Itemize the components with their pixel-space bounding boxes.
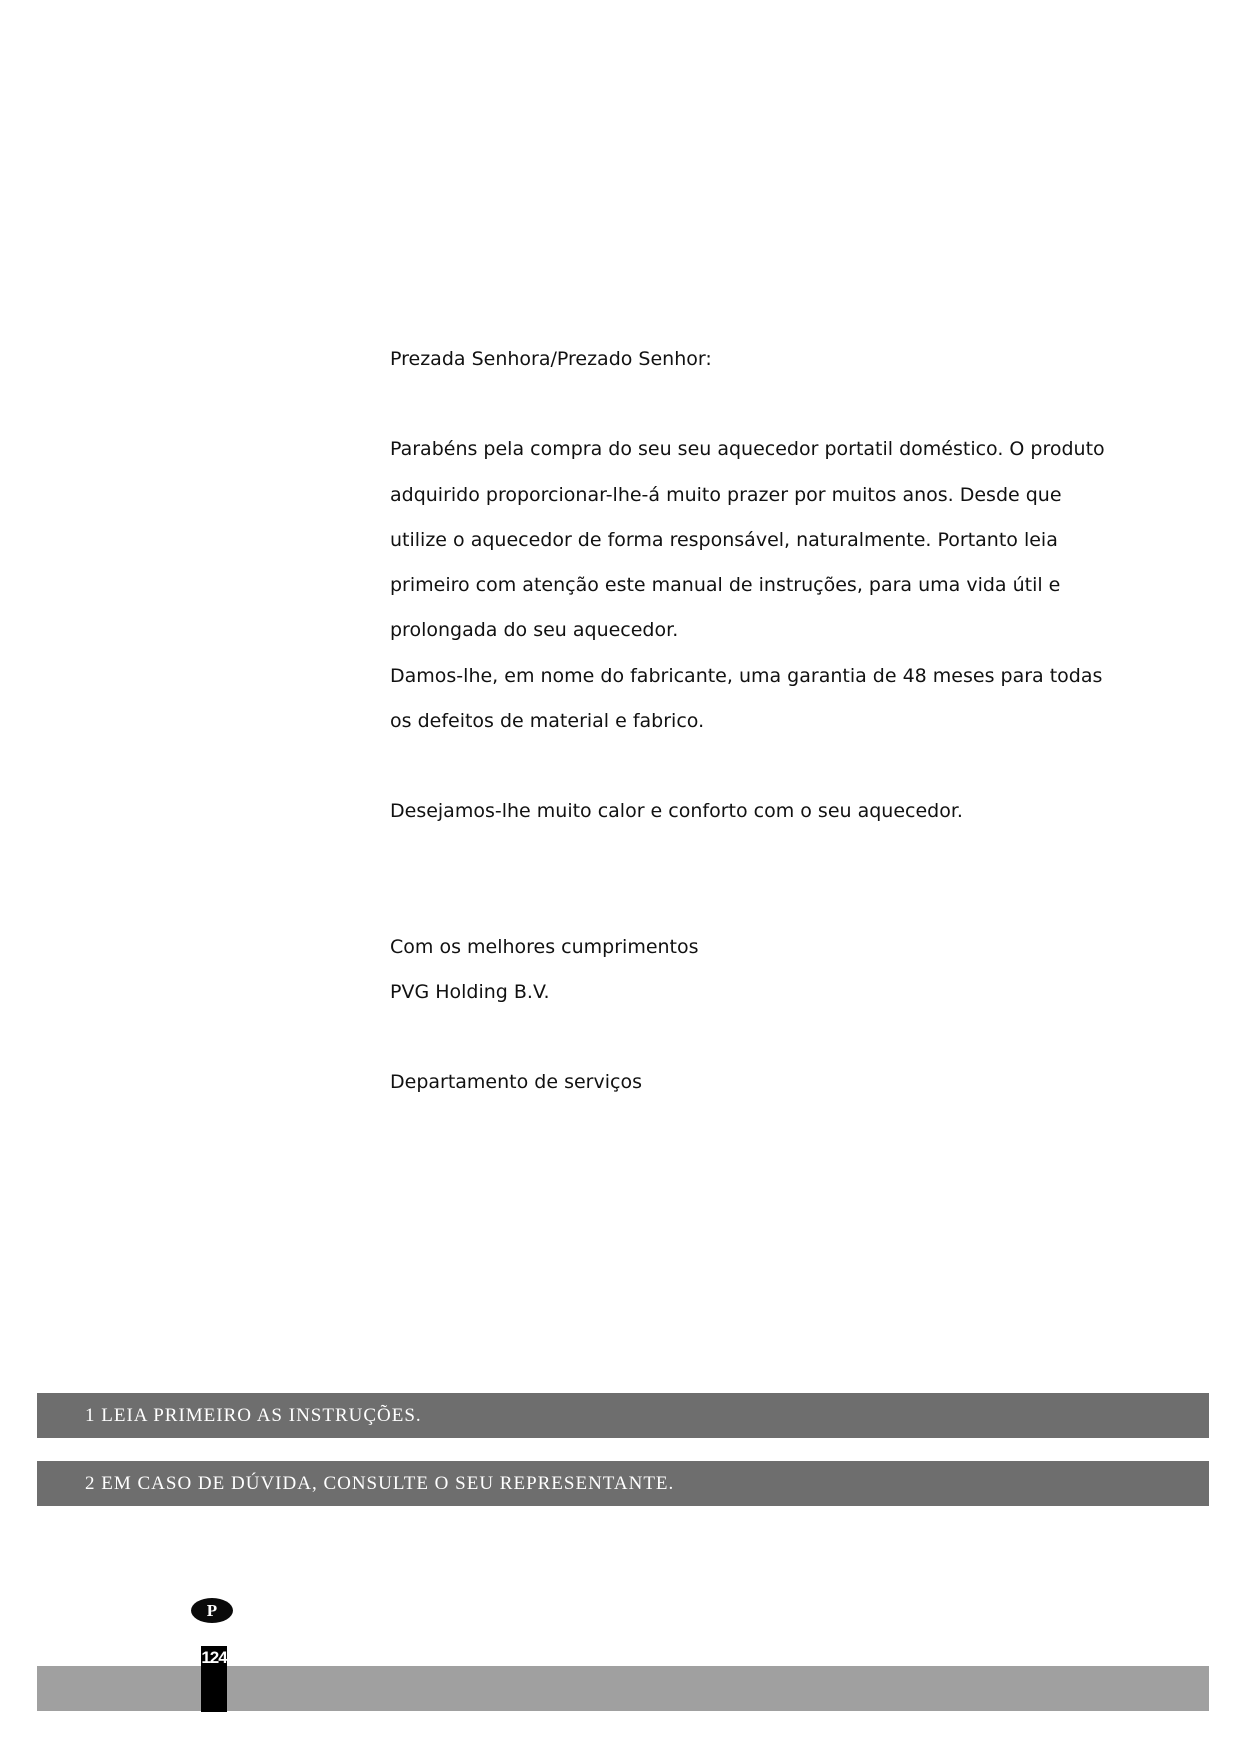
closing-line: Com os melhores cumprimentos xyxy=(390,935,699,958)
spacer xyxy=(390,382,1110,427)
instruction-banner-1: 1 LEIA PRIMEIRO AS INSTRUÇÕES. xyxy=(37,1393,1209,1438)
spacer xyxy=(390,1015,1110,1060)
page-number: 124 xyxy=(201,1646,227,1712)
spacer xyxy=(390,835,1110,925)
instruction-banner-2: 2 EM CASO DE DÚVIDA, CONSULTE O SEU REPRESENTANTE. xyxy=(37,1461,1209,1506)
warranty-paragraph: Damos-lhe, em nome do fabricante, uma garantia de 48 meses para todas os defeitos de material e fabrico. xyxy=(390,664,1103,733)
letter-body xyxy=(390,337,1110,1106)
language-badge: P xyxy=(191,1598,233,1623)
spacer xyxy=(390,744,1110,789)
department-name: Departamento de serviços xyxy=(390,1071,642,1094)
salutation: Prezada Senhora/Prezado Senhor: xyxy=(390,348,712,370)
wish-line: Desejamos-lhe muito calor e conforto com o seu aquecedor. xyxy=(390,800,963,823)
company-name: PVG Holding B.V. xyxy=(390,980,550,1003)
intro-paragraph: Parabéns pela compra do seu seu aquecedor portatil doméstico. O produto adquirido proporcionar-lhe-á muito prazer por muitos anos. Desde que utilize o aquecedor de forma responsável, naturalmente. Portanto leia primeiro com atenção este manual de instruções, para uma vida útil e prolongada do seu aquecedor. xyxy=(390,438,1105,642)
